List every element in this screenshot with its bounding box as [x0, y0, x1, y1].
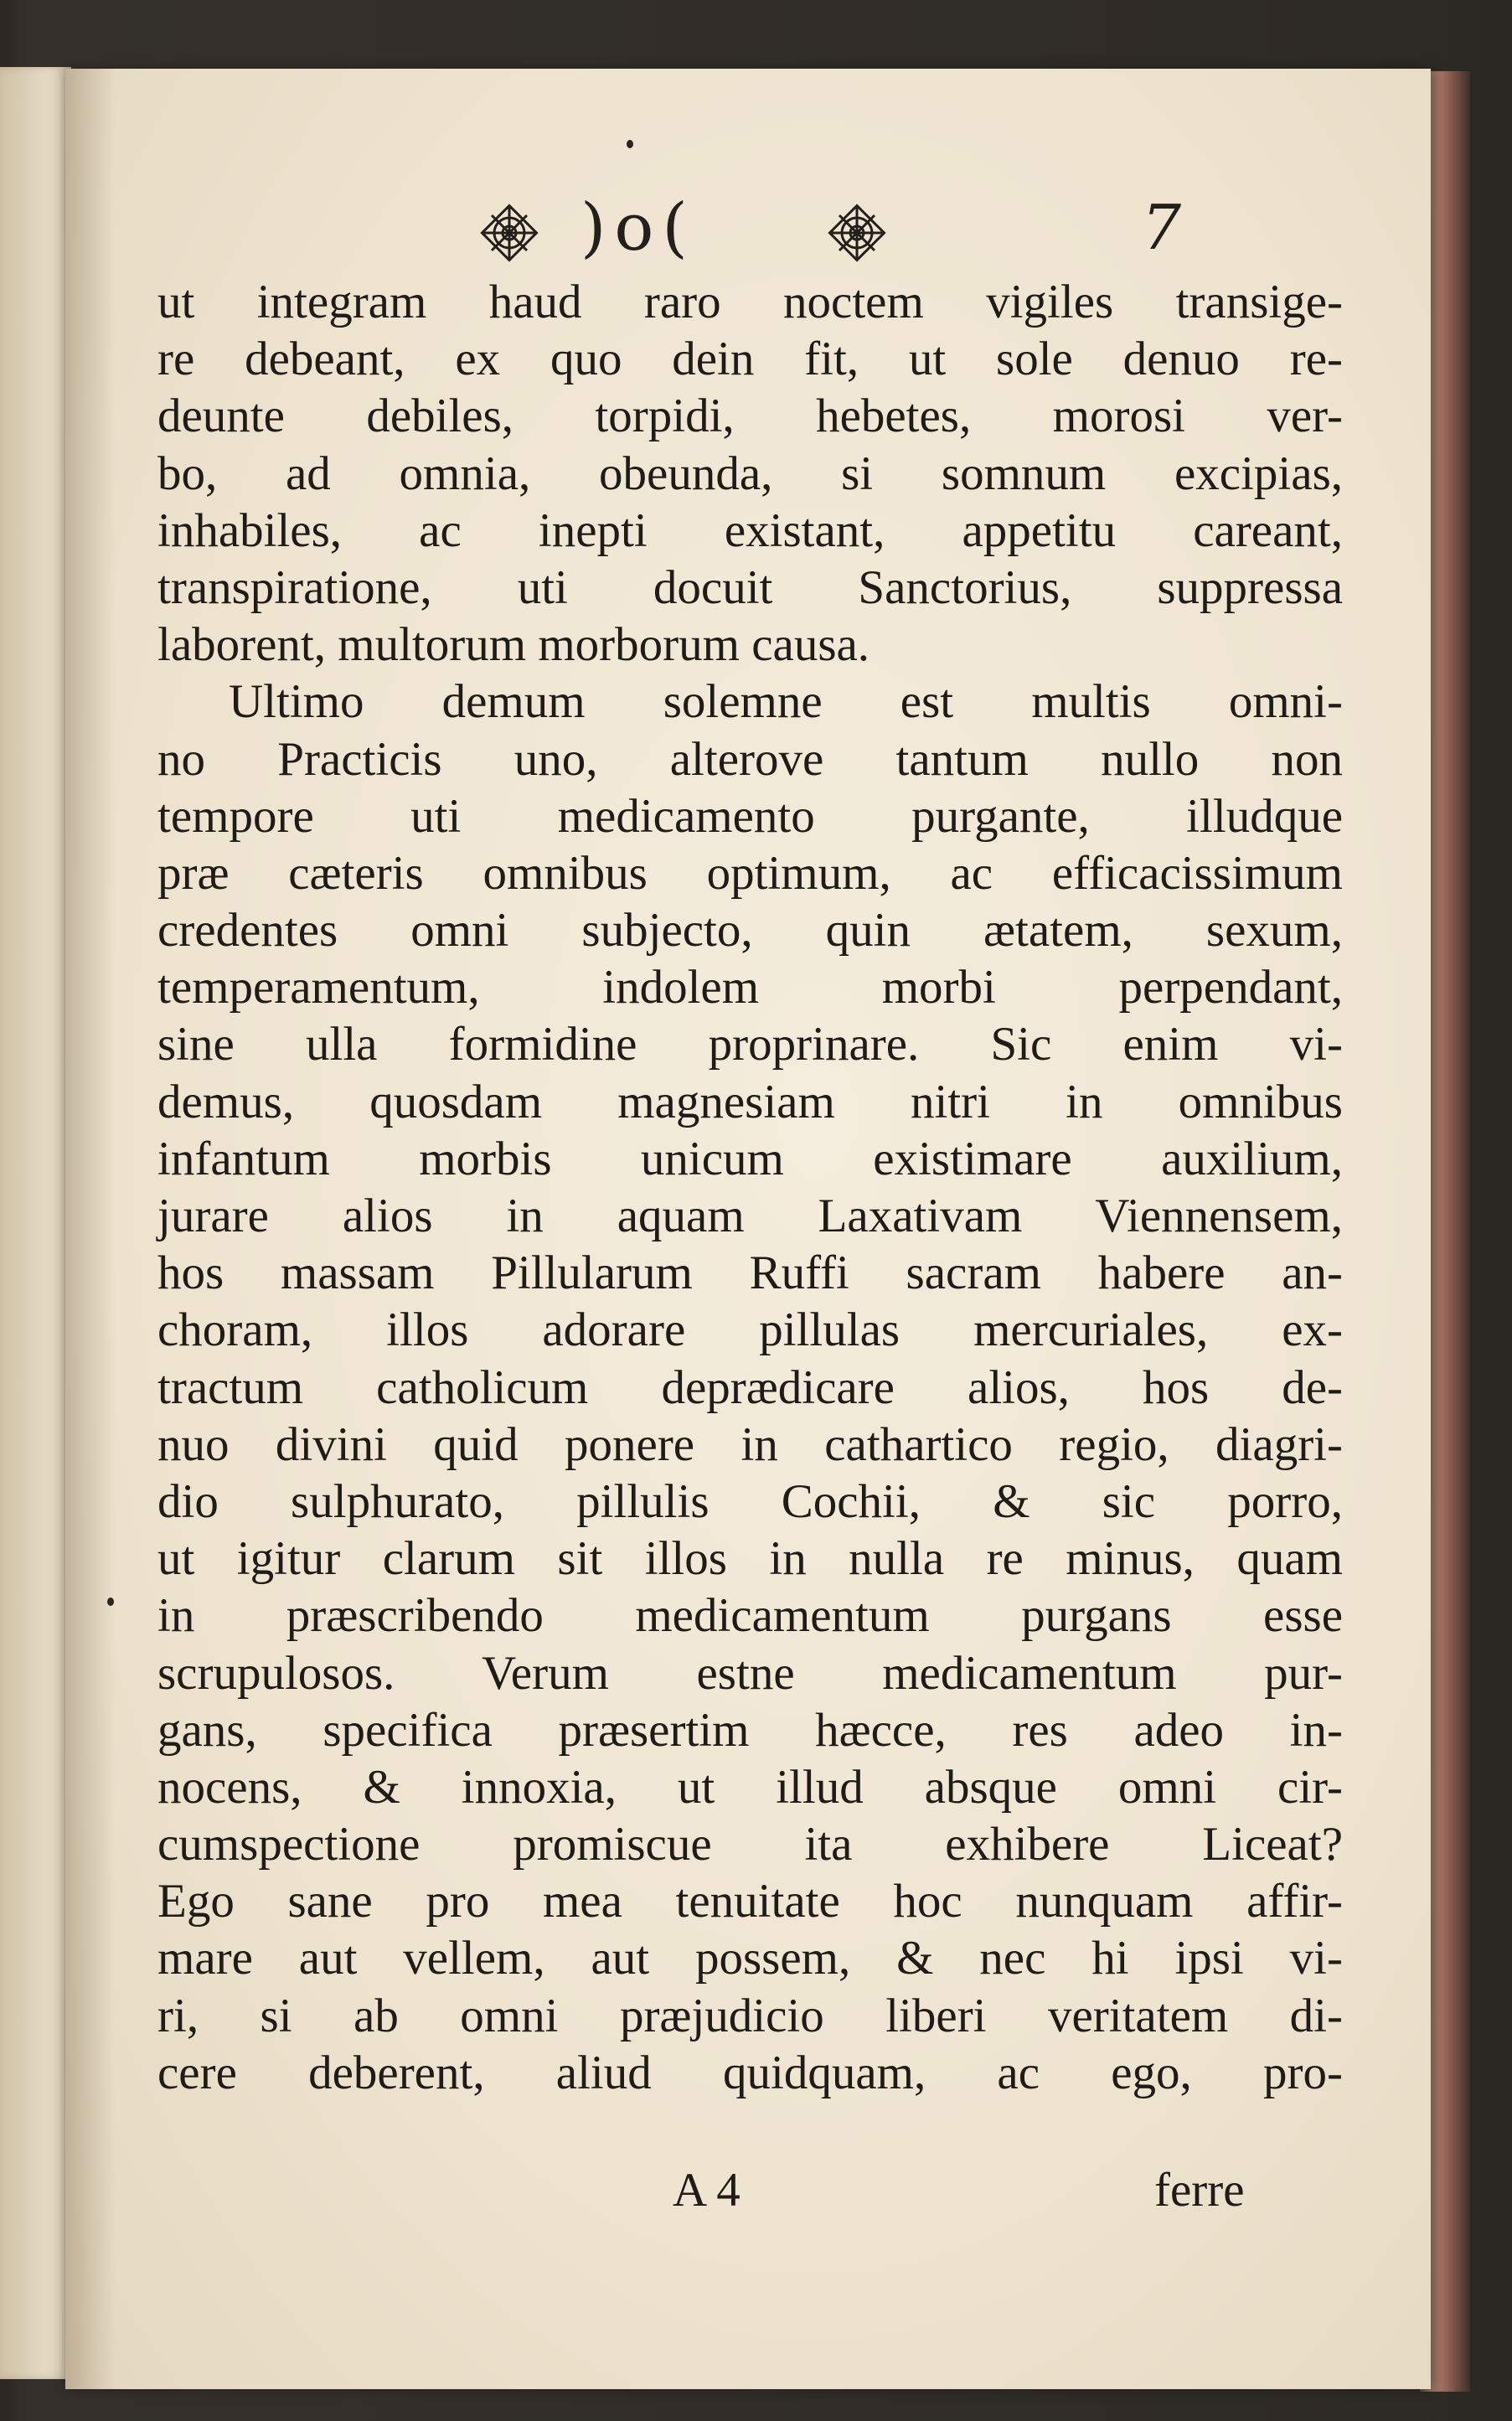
text-line: gans, specifica præsertim hæcce, res adeo in- [157, 1703, 1343, 1757]
text-line: choram, illos adorare pillulas mercuriales, ex- [157, 1303, 1343, 1357]
ink-speck [627, 140, 633, 148]
page-number: 7 [1142, 192, 1182, 264]
text-line: scrupulosos. Verum estne medicamentum pur- [157, 1646, 1343, 1700]
text-line: tempore uti medicamento purgante, illudque [157, 789, 1343, 843]
text-line: transpiratione, uti docuit Sanctorius, suppressa [157, 560, 1343, 614]
text-line: cumspectione promiscue ita exhibere Liceat? [157, 1818, 1343, 1871]
text-line: laborent, multorum morborum causa. [157, 618, 870, 672]
text-line: Ultimo demum solemne est multis omni- [229, 675, 1343, 729]
text-line: nocens, & innoxia, ut illud absque omni cir- [157, 1760, 1343, 1814]
rosette-icon [480, 204, 539, 262]
gutter-shadow [65, 69, 116, 2389]
text-line: inhabiles, ac inepti existant, appetitu careant, [157, 503, 1343, 557]
text-line: bo, ad omnia, obeunda, si somnum excipias, [157, 447, 1343, 500]
text-line: cere deberent, aliud quidquam, ac ego, pro- [157, 2046, 1343, 2099]
body-text [157, 274, 1343, 2102]
rosette-icon [828, 204, 886, 262]
catchword: ferre [1154, 2164, 1245, 2217]
text-line: re debeant, ex quo dein fit, ut sole denuo re- [157, 333, 1343, 386]
page-footer [65, 2163, 1431, 2230]
text-line: dio sulphurato, pillulis Cochii, & sic porro, [157, 1474, 1343, 1528]
text-line: jurare alios in aquam Laxativam Viennensem, [157, 1190, 1343, 1242]
ink-speck [107, 1598, 114, 1606]
facing-page-edge [0, 67, 71, 2379]
text-line: temperamentum, indolem morbi perpendant, [157, 961, 1343, 1014]
book-page [65, 69, 1431, 2389]
text-line: ut igitur clarum sit illos in nulla re minus, quam [157, 1532, 1343, 1586]
text-line: no Practicis uno, alterove tantum nullo non [157, 732, 1343, 786]
running-head [65, 182, 1431, 274]
rosette-ornament-right-icon [828, 182, 886, 274]
head-ornament-text: )o( [581, 190, 696, 266]
text-line: deunte debiles, torpidi, hebetes, morosi ver- [157, 390, 1343, 443]
signature-mark: A 4 [673, 2164, 741, 2217]
text-line: ri, si ab omni præjudicio liberi veritatem di- [157, 1989, 1343, 2042]
text-line: tractum catholicum deprædicare alios, hos de- [157, 1360, 1343, 1414]
text-line: præ cæteris omnibus optimum, ac efficacissimum [157, 846, 1343, 900]
text-line: sine ulla formidine proprinare. Sic enim vi- [157, 1018, 1343, 1071]
rosette-ornament-left-icon [480, 182, 539, 274]
text-line: demus, quosdam magnesiam nitri in omnibus [157, 1075, 1343, 1128]
text-line: credentes omni subjecto, quin ætatem, sexum, [157, 904, 1343, 958]
text-line: nuo divini quid ponere in cathartico regio, diagri- [157, 1417, 1343, 1471]
text-line: infantum morbis unicum existimare auxilium, [157, 1132, 1343, 1185]
text-line: mare aut vellem, aut possem, & nec hi ipsi vi- [157, 1932, 1343, 1985]
text-line: ut integram haud raro noctem vigiles transige- [157, 276, 1343, 328]
text-line: hos massam Pillularum Ruffi sacram habere an- [157, 1247, 1343, 1300]
text-line: Ego sane pro mea tenuitate hoc nunquam affir- [157, 1875, 1343, 1928]
text-line: in præscribendo medicamentum purgans esse [157, 1589, 1343, 1643]
